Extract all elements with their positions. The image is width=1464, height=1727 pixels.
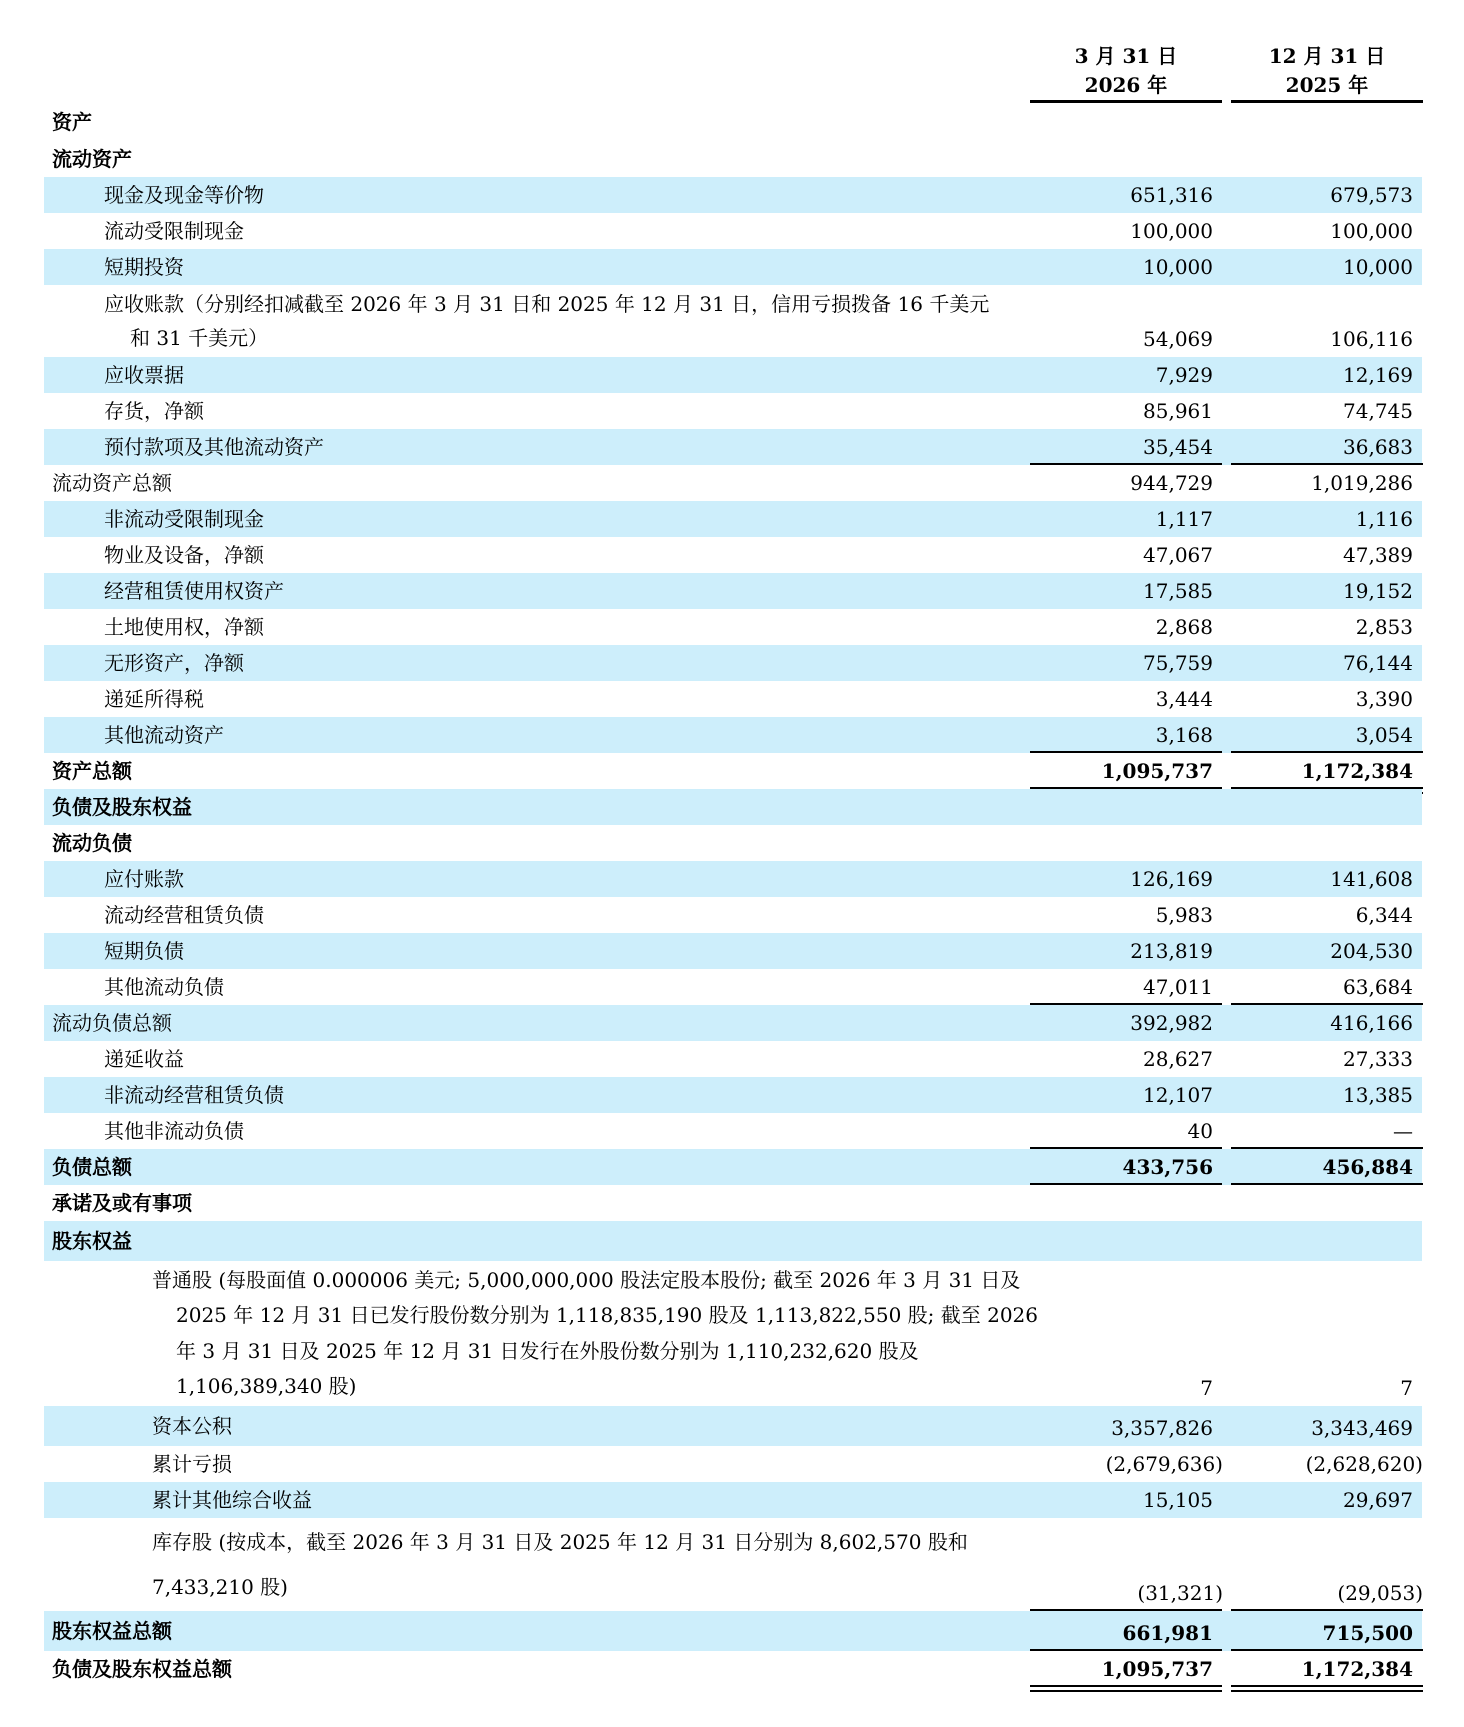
row-label-line: 流动负债总额: [52, 1011, 172, 1035]
row-label: [104, 501, 264, 537]
value-2026: 47,067: [1143, 543, 1213, 567]
row-label-line: 应收账款（分别经扣减截至 2026 年 3 月 31 日和 2025 年 12 月 31 日，信用亏损拨备 16 千美元: [104, 292, 990, 316]
value-2025: 74,745: [1343, 399, 1413, 423]
value-2025: 7: [1400, 1376, 1413, 1400]
column-header-year: 2026 年: [1084, 73, 1168, 97]
row-label-line: 其他非流动负债: [104, 1119, 244, 1143]
row-label: [104, 717, 224, 753]
row-label-line: 负债及股东权益: [52, 795, 192, 819]
value-2025: 12,169: [1343, 363, 1413, 387]
row-label: [104, 429, 324, 465]
value-2026: 7: [1200, 1376, 1213, 1400]
value-2025: 3,390: [1355, 687, 1413, 711]
value-2026: 100,000: [1130, 219, 1213, 243]
value-2025: 36,683: [1343, 435, 1413, 459]
row-label-line: 物业及设备，净额: [104, 543, 264, 567]
row-label: [104, 1113, 244, 1149]
value-2026: 12,107: [1143, 1083, 1213, 1107]
row-label-line: 资产总额: [52, 759, 132, 783]
row-label: [52, 1611, 172, 1651]
value-2026: 3,357,826: [1111, 1416, 1213, 1440]
value-2026: 213,819: [1130, 939, 1213, 963]
row-label: [52, 1005, 172, 1041]
row-label-line: 和 31 千美元）: [130, 326, 269, 350]
row-label-line: 经营租赁使用权资产: [104, 579, 284, 603]
row-label-line: 普通股 (每股面值 0.000006 美元; 5,000,000,000 股法定股本股份; 截至 2026 年 3 月 31 日及: [152, 1268, 1021, 1292]
row-label: [152, 1446, 232, 1482]
row-label: [52, 1185, 192, 1221]
value-2026: 433,756: [1122, 1155, 1213, 1179]
row-label-line: 流动资产: [52, 147, 132, 171]
column-header-2025: [1231, 42, 1423, 100]
row-label: [104, 861, 184, 897]
row-label: [104, 969, 224, 1005]
value-2026: 75,759: [1143, 651, 1213, 675]
value-2026: 85,961: [1143, 399, 1213, 423]
double-underline: [1030, 1690, 1222, 1692]
value-2025: 3,343,469: [1311, 1416, 1413, 1440]
value-2026: 392,982: [1130, 1011, 1213, 1035]
row-label: [52, 1221, 132, 1261]
row-label-line: 无形资产，净额: [104, 651, 244, 675]
value-2026: 40: [1187, 1119, 1213, 1143]
value-2026: 661,981: [1122, 1621, 1213, 1645]
row-label: [104, 287, 989, 355]
value-2025: 6,344: [1355, 903, 1413, 927]
value-2025: 715,500: [1322, 1621, 1413, 1645]
value-2026: 126,169: [1130, 867, 1213, 891]
section-heading: [44, 1221, 1422, 1261]
row-label: [104, 573, 284, 609]
row-label: [104, 249, 184, 285]
value-2026: 7,929: [1155, 363, 1213, 387]
value-2026: 1,095,737: [1101, 1657, 1213, 1681]
row-label-line: 流动受限制现金: [104, 219, 244, 243]
value-2025: 1,116: [1355, 507, 1413, 531]
row-label-line: 其他流动负债: [104, 975, 224, 999]
value-2025: 47,389: [1343, 543, 1413, 567]
value-2026: 17,585: [1143, 579, 1213, 603]
row-label-line: 递延收益: [104, 1047, 184, 1071]
value-2026: 1,117: [1155, 507, 1213, 531]
row-label: [152, 1263, 1038, 1404]
row-label-line: 资产: [52, 110, 92, 134]
row-label: [52, 103, 92, 141]
row-label: [52, 753, 132, 789]
value-2025: 10,000: [1343, 255, 1413, 279]
value-2025: 106,116: [1330, 327, 1413, 351]
value-2025: 1,172,384: [1301, 1657, 1413, 1681]
row-label: [104, 897, 264, 933]
row-label-line: 应付账款: [104, 867, 184, 891]
row-label: [52, 1651, 232, 1687]
row-label-line: 非流动受限制现金: [104, 507, 264, 531]
value-2025: 27,333: [1343, 1047, 1413, 1071]
row-label-line: 现金及现金等价物: [104, 183, 264, 207]
value-2025: 2,853: [1355, 615, 1413, 639]
value-2025: 76,144: [1343, 651, 1413, 675]
row-label: [104, 213, 244, 249]
row-label: [104, 1077, 284, 1113]
value-2026: (31,321): [1137, 1581, 1223, 1605]
row-label-line: 流动资产总额: [52, 471, 172, 495]
row-label: [152, 1406, 232, 1446]
row-label-line: 短期投资: [104, 255, 184, 279]
column-header-2026: [1030, 42, 1222, 100]
value-2025: 456,884: [1322, 1155, 1413, 1179]
value-2026: 2,868: [1155, 615, 1213, 639]
row-label-line: 流动负债: [52, 831, 132, 855]
row-label-line: 7,433,210 股): [152, 1574, 288, 1599]
value-2026: (2,679,636): [1105, 1452, 1223, 1476]
value-2026: 944,729: [1130, 471, 1213, 495]
row-label: [104, 933, 184, 969]
double-underline: [1231, 1690, 1423, 1692]
value-2025: 416,166: [1330, 1011, 1413, 1035]
row-label: [104, 393, 204, 429]
row-label-line: 土地使用权，净额: [104, 615, 264, 639]
row-label: [52, 1149, 132, 1185]
row-label-line: 存货，净额: [104, 399, 204, 423]
row-label-line: 股东权益总额: [52, 1619, 172, 1643]
value-2025: 63,684: [1343, 975, 1413, 999]
double-underline: [1030, 1685, 1222, 1687]
row-label-line: 累计亏损: [152, 1452, 232, 1476]
row-label-line: 短期负债: [104, 939, 184, 963]
value-2026: 3,444: [1155, 687, 1213, 711]
row-label: [152, 1482, 312, 1518]
value-2025: 100,000: [1330, 219, 1413, 243]
row-label: [52, 141, 132, 177]
value-2025: 141,608: [1330, 867, 1413, 891]
value-2025: 204,530: [1330, 939, 1413, 963]
row-label-line: 负债总额: [52, 1155, 132, 1179]
value-2025: 19,152: [1343, 579, 1413, 603]
value-2026: 28,627: [1143, 1047, 1213, 1071]
row-label: [104, 537, 264, 573]
section-heading: [44, 141, 1422, 177]
row-label-line: 资本公积: [152, 1414, 232, 1438]
value-2025: 13,385: [1343, 1083, 1413, 1107]
value-2026: 35,454: [1143, 435, 1213, 459]
value-2026: 47,011: [1143, 975, 1213, 999]
value-2025: (2,628,620): [1305, 1452, 1423, 1476]
row-label-line: 递延所得税: [104, 687, 204, 711]
column-header-month-day: 12 月 31 日: [1268, 44, 1386, 68]
row-label-line: 累计其他综合收益: [152, 1488, 312, 1512]
row-label-line: 负债及股东权益总额: [52, 1657, 232, 1681]
section-heading: [44, 789, 1422, 825]
value-2025: —: [1393, 1119, 1413, 1143]
row-label-line: 1,106,389,340 股): [176, 1373, 357, 1398]
value-2026: 651,316: [1130, 183, 1213, 207]
row-label: [52, 825, 132, 861]
row-label: [52, 789, 192, 825]
row-label: [104, 1041, 184, 1077]
row-label-line: 承诺及或有事项: [52, 1191, 192, 1215]
row-label-line: 其他流动资产: [104, 723, 224, 747]
value-2025: 1,172,384: [1301, 759, 1413, 783]
double-underline: [1231, 1685, 1423, 1687]
value-2025: 1,019,286: [1311, 471, 1413, 495]
value-2026: 3,168: [1155, 723, 1213, 747]
section-heading: [44, 1185, 1422, 1221]
row-label-line: 非流动经营租赁负债: [104, 1083, 284, 1107]
value-2025: 29,697: [1343, 1488, 1413, 1512]
value-2026: 5,983: [1155, 903, 1213, 927]
value-2025: (29,053): [1337, 1581, 1423, 1605]
value-2025: 679,573: [1330, 183, 1413, 207]
value-2025: 3,054: [1355, 723, 1413, 747]
value-2026: 10,000: [1143, 255, 1213, 279]
row-label: [104, 177, 264, 213]
row-label-line: 预付款项及其他流动资产: [104, 435, 324, 459]
row-label: [152, 1520, 968, 1609]
row-label-line: 库存股 (按成本，截至 2026 年 3 月 31 日及 2025 年 12 月 31 日分别为 8,602,570 股和: [152, 1530, 968, 1554]
section-heading: [44, 825, 1422, 861]
row-label-line: 应收票据: [104, 363, 184, 387]
row-label: [104, 645, 244, 681]
value-2026: 15,105: [1143, 1488, 1213, 1512]
row-label-line: 股东权益: [52, 1229, 132, 1253]
row-label-line: 流动经营租赁负债: [104, 903, 264, 927]
row-label-line: 2025 年 12 月 31 日已发行股份数分别为 1,118,835,190 股及 1,113,822,550 股; 截至 2026: [176, 1303, 1039, 1328]
row-label: [52, 465, 172, 501]
row-label: [104, 681, 204, 717]
column-header-year: 2025 年: [1285, 73, 1369, 97]
value-2026: 54,069: [1143, 327, 1213, 351]
value-2026: 1,095,737: [1101, 759, 1213, 783]
column-header-month-day: 3 月 31 日: [1074, 44, 1178, 68]
section-heading: [44, 103, 1422, 141]
row-label: [104, 609, 264, 645]
row-label-line: 年 3 月 31 日及 2025 年 12 月 31 日发行在外股份数分别为 1,110,232,620 股及: [176, 1338, 919, 1363]
row-label: [104, 357, 184, 393]
